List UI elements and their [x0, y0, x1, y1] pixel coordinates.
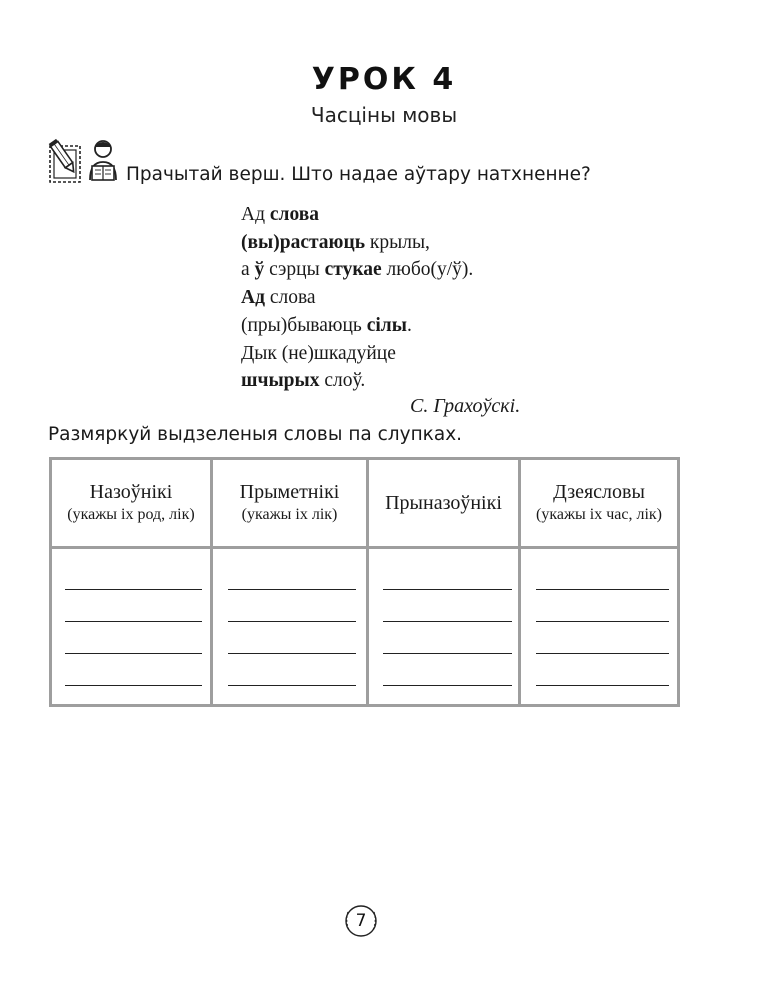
- poem-line: [241, 367, 473, 395]
- answer-line[interactable]: [65, 589, 202, 590]
- highlighted-word: шчырых: [241, 370, 320, 392]
- poem-text: любо(у/ў).: [381, 259, 474, 281]
- poem-text: Дык (не)шкадуйце: [241, 342, 396, 364]
- answer-line[interactable]: [383, 589, 512, 590]
- column-title: Дзеясловы: [553, 481, 645, 503]
- lesson-title: УРОК 4: [311, 62, 457, 97]
- highlighted-word: Ад: [241, 287, 265, 309]
- column-header-verbs: [521, 460, 677, 546]
- page-number: [343, 903, 379, 939]
- poem-line: [241, 229, 473, 257]
- poem-text: крылы,: [365, 231, 430, 253]
- highlighted-word: слова: [269, 204, 320, 225]
- task-instruction-read: Прачытай верш. Што надае аўтару натхненне?: [126, 164, 591, 185]
- poem: [241, 201, 473, 395]
- poem-text: слоў.: [319, 370, 366, 392]
- poem-line: [241, 340, 473, 368]
- answer-line[interactable]: [65, 685, 202, 686]
- answer-line[interactable]: [536, 685, 669, 686]
- answer-line[interactable]: [228, 621, 356, 622]
- answer-line[interactable]: [536, 621, 669, 622]
- column-note: (укажы іх род, лік): [67, 506, 195, 523]
- answer-line[interactable]: [383, 653, 512, 654]
- column-title: Прыметнікі: [239, 481, 340, 503]
- poem-line: [241, 256, 473, 284]
- answer-line[interactable]: [228, 685, 356, 686]
- highlighted-word: (вы)растаюць: [241, 231, 366, 253]
- answer-line[interactable]: [383, 621, 512, 622]
- poem-text: (пры)бываюць: [241, 314, 367, 336]
- task-icons: [48, 136, 124, 186]
- poem-text: а: [241, 259, 255, 281]
- poem-author: С. Грахоўскі.: [410, 395, 521, 417]
- column-title: Назоўнікі: [89, 481, 173, 503]
- poem-line: [241, 201, 473, 229]
- poem-text: Ад: [241, 204, 270, 225]
- column-header-adjectives: [213, 460, 366, 546]
- highlighted-word: сілы: [366, 314, 407, 336]
- poem-text: .: [406, 314, 412, 336]
- answer-table: [49, 457, 680, 707]
- answer-line[interactable]: [228, 653, 356, 654]
- answer-line[interactable]: [536, 589, 669, 590]
- highlighted-word: стукае: [324, 259, 382, 281]
- answer-line[interactable]: [228, 589, 356, 590]
- column-note: (укажы іх час, лік): [536, 506, 662, 523]
- lesson-subtitle: Часціны мовы: [310, 103, 458, 127]
- poem-text: слова: [264, 287, 316, 309]
- column-title: Прыназоўнікі: [385, 491, 502, 514]
- answer-line[interactable]: [65, 653, 202, 654]
- pencil-notepad-icon: [48, 136, 124, 186]
- column-header-prepositions: [369, 460, 518, 546]
- header-divider: [52, 546, 677, 549]
- answer-line[interactable]: [383, 685, 512, 686]
- poem-line: [241, 312, 473, 340]
- poem-text: сэрцы: [264, 259, 325, 281]
- highlighted-word: ў: [254, 259, 265, 281]
- answer-line[interactable]: [65, 621, 202, 622]
- reading-child-icon: [90, 141, 116, 180]
- task-instruction-sort: Размяркуй выдзеленыя словы па слупках.: [48, 424, 463, 445]
- answer-line[interactable]: [536, 653, 669, 654]
- column-header-nouns: [52, 460, 210, 546]
- poem-line: [241, 284, 473, 312]
- page-number-text: 7: [355, 911, 367, 931]
- column-note: (укажы іх лік): [241, 506, 338, 523]
